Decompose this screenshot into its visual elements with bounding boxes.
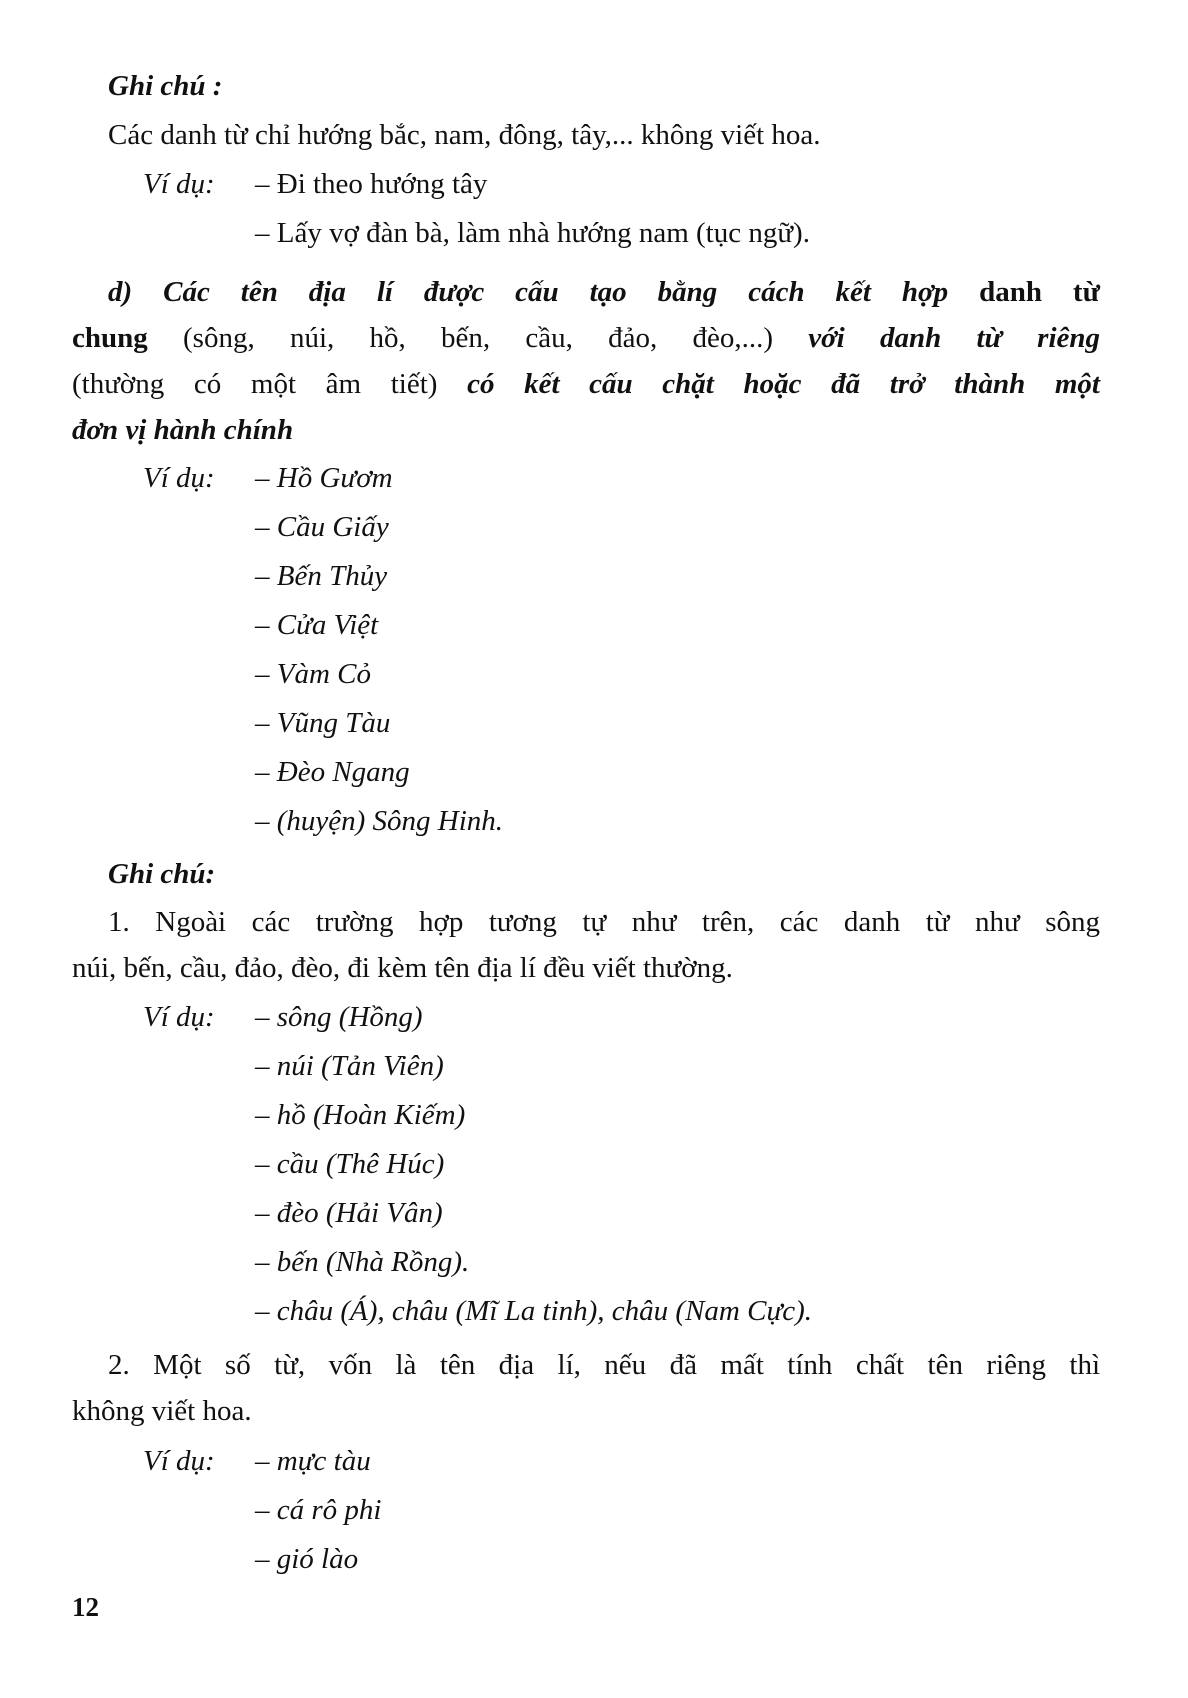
note-text: 2. Một số từ, vốn là tên địa lí, nếu đã mất tính chất tên riêng thì bbox=[108, 1349, 1100, 1381]
example-item: – cầu (Thê Húc) bbox=[255, 1148, 445, 1180]
section-d-line: chung (sông, núi, hồ, bến, cầu, đảo, đèo,...) với danh từ riêng bbox=[72, 322, 1101, 354]
example-item: – (huyện) Sông Hinh. bbox=[255, 805, 504, 837]
example-item: – Hồ Gươm bbox=[255, 462, 393, 494]
example-label: Ví dụ: bbox=[143, 1445, 215, 1477]
note-text: Các danh từ chỉ hướng bắc, nam, đông, tây,... không viết hoa. bbox=[108, 119, 821, 151]
example-item: – sông (Hồng) bbox=[255, 1001, 423, 1033]
example-item: – Cầu Giấy bbox=[255, 511, 389, 543]
note-text: núi, bến, cầu, đảo, đèo, đi kèm tên địa lí đều viết thường. bbox=[72, 952, 733, 984]
section-d-line: đơn vị hành chính bbox=[72, 414, 294, 446]
example-label: Ví dụ: bbox=[143, 1001, 215, 1033]
note-text: 1. Ngoài các trường hợp tương tự như trên, các danh từ như sông bbox=[108, 906, 1100, 938]
note-heading: Ghi chú : bbox=[108, 70, 223, 102]
example-item: – cá rô phi bbox=[255, 1494, 382, 1526]
example-label: Ví dụ: bbox=[143, 168, 215, 200]
section-d-line: (thường có một âm tiết) có kết cấu chặt hoặc đã trở thành một bbox=[72, 368, 1100, 400]
example-label: Ví dụ: bbox=[143, 462, 215, 494]
example-item: – mực tàu bbox=[255, 1445, 371, 1477]
example-item: – Vũng Tàu bbox=[255, 707, 391, 739]
example-item: – Đi theo hướng tây bbox=[255, 168, 488, 200]
note-heading: Ghi chú: bbox=[108, 858, 216, 890]
example-item: – núi (Tản Viên) bbox=[255, 1050, 444, 1082]
section-d-line: d) Các tên địa lí được cấu tạo bằng cách kết hợp danh từ bbox=[108, 276, 1100, 308]
example-item: – Vàm Cỏ bbox=[255, 658, 371, 690]
example-item: – bến (Nhà Rồng). bbox=[255, 1246, 470, 1278]
example-item: – gió lào bbox=[255, 1543, 359, 1575]
example-item: – châu (Á), châu (Mĩ La tinh), châu (Nam Cực). bbox=[255, 1295, 813, 1327]
example-item: – Lấy vợ đàn bà, làm nhà hướng nam (tục ngữ). bbox=[255, 217, 810, 249]
example-item: – Bến Thủy bbox=[255, 560, 388, 592]
note-text: không viết hoa. bbox=[72, 1395, 252, 1427]
example-item: – đèo (Hải Vân) bbox=[255, 1197, 443, 1229]
page-number: 12 bbox=[72, 1592, 99, 1622]
example-item: – hồ (Hoàn Kiếm) bbox=[255, 1099, 466, 1131]
example-item: – Cửa Việt bbox=[255, 609, 379, 641]
example-item: – Đèo Ngang bbox=[255, 756, 410, 788]
